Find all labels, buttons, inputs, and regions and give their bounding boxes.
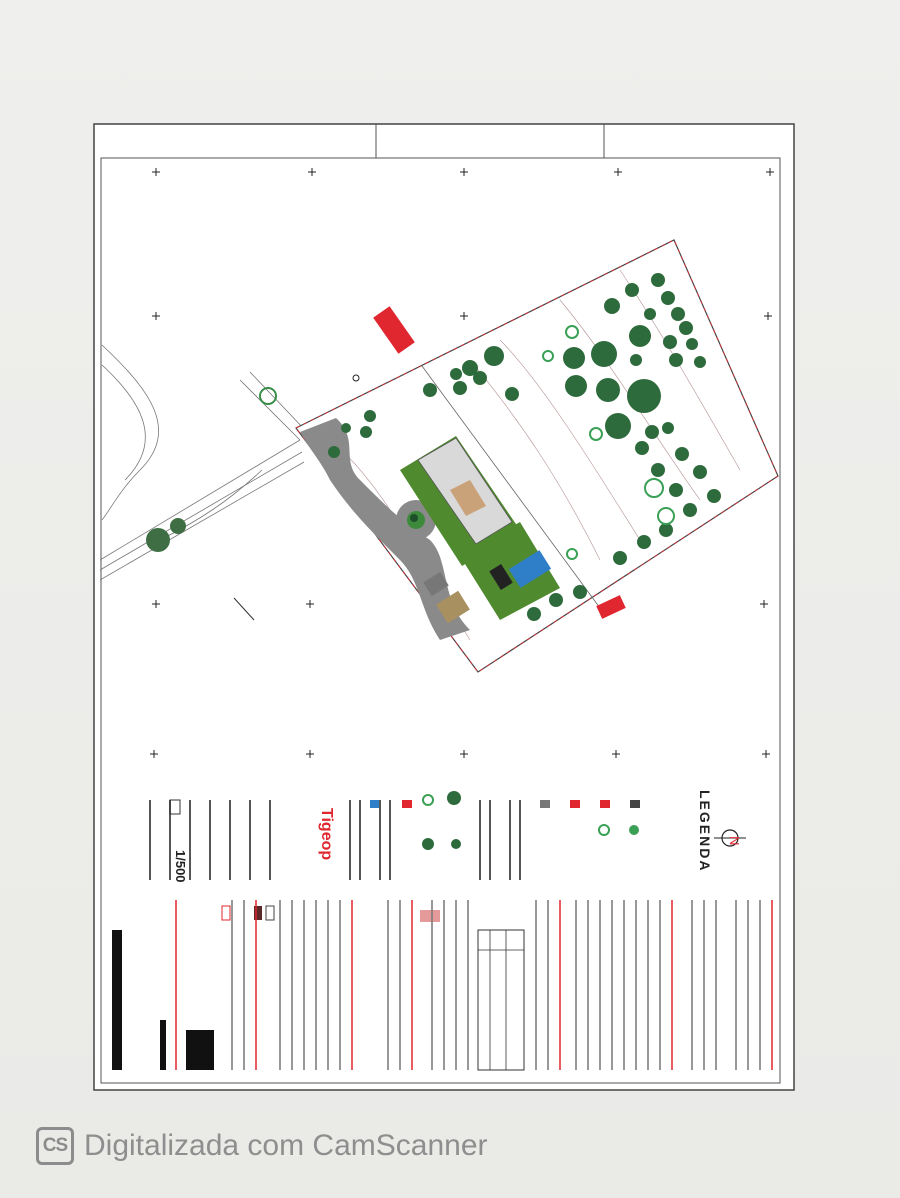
company-logo — [318, 808, 335, 860]
watermark-text: Digitalizada com CamScanner — [84, 1129, 488, 1162]
legend-title-text: LEGENDA — [697, 790, 713, 873]
legend-block — [110, 780, 772, 1080]
company-name: Tigeop — [318, 808, 335, 861]
north-label: N — [727, 836, 742, 846]
camscanner-logo-icon: CS — [36, 1127, 74, 1165]
camscanner-watermark — [36, 1124, 488, 1168]
legend-title — [697, 790, 713, 872]
scale-label: 1/500 — [173, 850, 188, 883]
